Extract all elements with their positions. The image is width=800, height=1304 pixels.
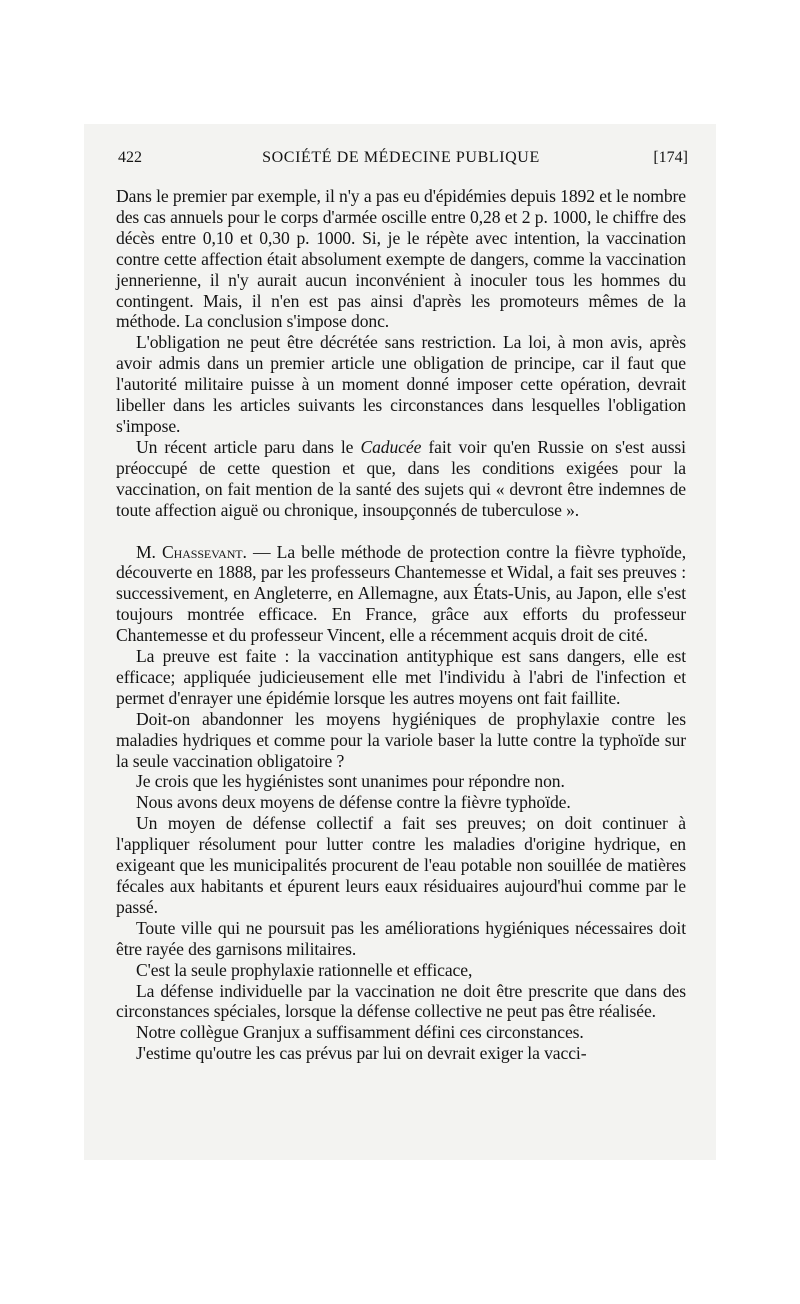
paragraph: La défense individuelle par la vaccination ne doit être prescrite que dans des circonstances spéciales, lorsque la défense collective ne peut pas être réalisée. bbox=[116, 980, 686, 1022]
paragraph: Un moyen de défense collectif a fait ses preuves; on doit continuer à l'appliquer résolument pour lutter contre les maladies d'origine hydrique, en exigeant que les municipalités procurent de l'eau potable non souillée de matières fécales aux habitants et épurent leurs eaux résiduaires aujourd'hui comme par le passé. bbox=[116, 813, 686, 917]
journal-title: Caducée bbox=[360, 436, 422, 457]
paragraph bbox=[116, 437, 686, 521]
paragraph: Notre collègue Granjux a suffisamment défini ces circonstances. bbox=[136, 1022, 584, 1043]
section-gap bbox=[116, 521, 686, 542]
running-header bbox=[116, 147, 686, 169]
page-number: 422 bbox=[118, 149, 142, 166]
paragraph: La preuve est faite : la vaccination antityphique est sans dangers, elle est efficace; appliquée judicieusement elle met l'individu à l'abri de l'infection et permet d'enrayer une épidémie lorsque les autres moyens ont fait faillite. bbox=[116, 646, 686, 708]
paragraph: Toute ville qui ne poursuit pas les améliorations hygiéniques nécessaires doit être rayée des garnisons militaires. bbox=[116, 917, 686, 959]
running-title: SOCIÉTÉ DE MÉDECINE PUBLIQUE bbox=[262, 149, 540, 166]
paragraph: Je crois que les hygiénistes sont unanimes pour répondre non. bbox=[136, 771, 565, 792]
paragraph-text: — La belle méthode de protection contre la fièvre typhoïde, découverte en 1888, par les professeurs Chantemesse et Widal, a fait ses preuves : successivement, en Angleterre, en Allemagne, aux États-Unis, au Japon, elle s'est toujours montrée efficace. En France, grâce aux efforts du professeur Chantemesse et du professeur Vincent, elle a récemment acquis droit de cité. bbox=[116, 541, 686, 646]
paragraph: C'est la seule prophylaxie rationnelle et efficace, bbox=[136, 959, 473, 980]
paragraph: Dans le premier par exemple, il n'y a pas eu d'épidémies depuis 1892 et le nombre des cas annuels pour le corps d'armée oscille entre 0,28 et 2 p. 1000, le chiffre des décès entre 0,10 et 0,30 p. 1000. Si, je le répète avec intention, la vaccination contre cette affection était absolument exempte de dangers, comme la vaccination jennerienne, il n'y aurait aucun inconvénient à inoculer tous les hommes du contingent. Mais, il n'en est pas ainsi d'après les promoteurs mêmes de la méthode. La conclusion s'impose donc. bbox=[116, 186, 686, 332]
paragraph: L'obligation ne peut être décrétée sans restriction. La loi, à mon avis, après avoir admis dans un premier article une obligation de principe, car il faut que l'autorité militaire puisse à un moment donné imposer cette opération, devrait libeller dans les articles suivants les circonstances dans lesquelles l'obligation s'impose. bbox=[116, 332, 686, 436]
paragraph bbox=[116, 542, 686, 647]
bracket-reference: [174] bbox=[653, 149, 688, 166]
paragraph-text: fait voir qu'en Russie on s'est aussi préoccupé de cette question et que, dans les conditions exigées pour la vaccination, on fait mention de la santé des sujets qui « devront être indemnes de toute affection aiguë ou chronique, insoupçonnés de tuberculose ». bbox=[116, 436, 686, 520]
body-text bbox=[116, 186, 686, 1064]
speaker-name: M. Chassevant. bbox=[136, 541, 247, 562]
paragraph-text: Un récent article paru dans le bbox=[136, 436, 361, 457]
paragraph: Nous avons deux moyens de défense contre la fièvre typhoïde. bbox=[136, 792, 571, 813]
paragraph: Doit-on abandonner les moyens hygiéniques de prophylaxie contre les maladies hydriques et comme pour la variole baser la lutte contre la typhoïde sur la seule vaccination obligatoire ? bbox=[116, 708, 686, 771]
paragraph: J'estime qu'outre les cas prévus par lui on devrait exiger la vacci- bbox=[136, 1043, 587, 1064]
